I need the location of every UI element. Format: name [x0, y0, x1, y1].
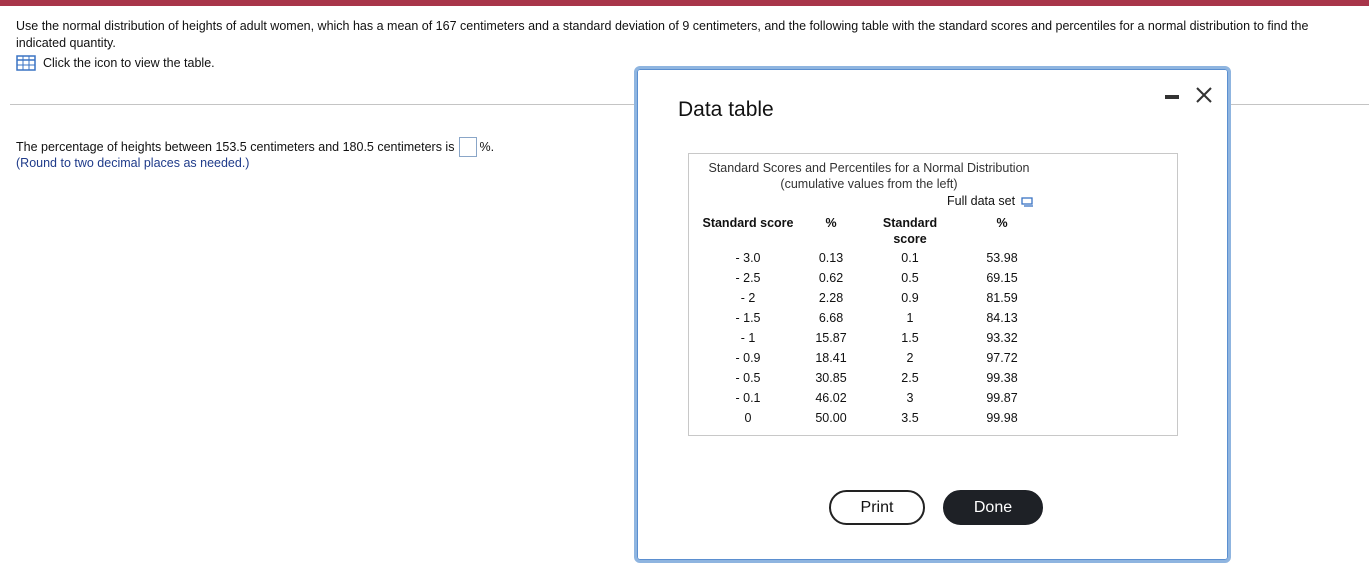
table-cell-score: - 2	[740, 291, 756, 305]
view-table-link[interactable]	[16, 55, 215, 71]
table-cell-score: 3	[906, 391, 914, 405]
table-cell-percent: 69.15	[986, 271, 1018, 285]
table-caption	[689, 160, 1049, 192]
data-table-dialog	[634, 66, 1231, 563]
table-cell-score: 2.5	[901, 371, 919, 385]
minimize-icon[interactable]	[1165, 95, 1179, 99]
answer-suffix: %.	[479, 140, 495, 154]
table-cell-percent: 6.68	[818, 311, 844, 325]
column-standard-score-right	[875, 215, 945, 425]
full-data-set-link[interactable]	[947, 194, 1034, 208]
table-cell-score: - 0.1	[735, 391, 761, 405]
table-cell-percent: 15.87	[815, 331, 847, 345]
column-standard-score-left	[693, 215, 803, 425]
table-cell-score: 0.9	[901, 291, 919, 305]
header-standard-score: Standard score	[702, 216, 794, 230]
table-cell-percent: 53.98	[986, 251, 1018, 265]
table-cell-score: - 0.9	[735, 351, 761, 365]
full-data-set-label[interactable]: Full data set	[947, 194, 1016, 208]
table-cell-score: 0	[744, 411, 752, 425]
table-cell-percent: 84.13	[986, 311, 1018, 325]
table-cell-percent: 18.41	[815, 351, 847, 365]
header-percent: %	[825, 216, 837, 230]
answer-prefix: The percentage of heights between 153.5 centimeters and 180.5 centimeters is	[16, 140, 455, 154]
table-cell-score: 0.5	[901, 271, 919, 285]
table-cell-percent: 46.02	[815, 391, 847, 405]
table-cell-score: - 0.5	[735, 371, 761, 385]
table-cell-percent: 0.62	[818, 271, 844, 285]
view-table-label[interactable]: Click the icon to view the table.	[43, 56, 215, 70]
dialog-title: Data table	[678, 98, 774, 121]
table-cell-percent: 2.28	[818, 291, 844, 305]
table-icon[interactable]	[16, 55, 36, 71]
copy-data-icon[interactable]	[1021, 196, 1034, 206]
header-score-line: score	[893, 232, 927, 246]
table-cell-score: - 2.5	[735, 271, 761, 285]
header-percent-2: %	[996, 216, 1008, 230]
done-button[interactable]: Done	[943, 490, 1043, 525]
answer-row	[16, 137, 494, 157]
header-standard-line: Standard	[882, 216, 938, 230]
print-button[interactable]: Print	[829, 490, 925, 525]
table-cell-score: 1	[906, 311, 914, 325]
table-cell-score: - 3.0	[735, 251, 761, 265]
table-cell-percent: 99.38	[986, 371, 1018, 385]
table-cell-score: - 1.5	[735, 311, 761, 325]
table-cell-percent: 97.72	[986, 351, 1018, 365]
table-cell-score: - 1	[740, 331, 756, 345]
table-cell-percent: 99.87	[986, 391, 1018, 405]
table-cell-score: 1.5	[901, 331, 919, 345]
percentile-table	[688, 153, 1178, 436]
table-cell-score: 2	[906, 351, 914, 365]
column-percent-left	[801, 215, 861, 425]
close-icon[interactable]	[1193, 84, 1215, 106]
table-cell-percent: 99.98	[986, 411, 1018, 425]
table-cell-percent: 81.59	[986, 291, 1018, 305]
top-accent-bar	[0, 0, 1369, 6]
question-text: Use the normal distribution of heights of adult women, which has a mean of 167 centimeters and a standard deviation of 9 centimeters, and the following table with the standard scores and percentiles for a normal distribution to find the indicated quantity.	[16, 19, 1309, 50]
answer-input[interactable]	[459, 137, 477, 157]
table-caption-line2: (cumulative values from the left)	[780, 177, 958, 191]
table-cell-percent: 93.32	[986, 331, 1018, 345]
header-standard-score-2	[875, 215, 945, 247]
table-caption-line1: Standard Scores and Percentiles for a Normal Distribution	[708, 161, 1030, 175]
table-cell-score: 0.1	[901, 251, 919, 265]
table-cell-percent: 0.13	[818, 251, 844, 265]
rounding-hint: (Round to two decimal places as needed.)	[16, 156, 250, 170]
table-cell-percent: 30.85	[815, 371, 847, 385]
column-percent-right	[972, 215, 1032, 425]
table-cell-percent: 50.00	[815, 411, 847, 425]
table-cell-score: 3.5	[901, 411, 919, 425]
